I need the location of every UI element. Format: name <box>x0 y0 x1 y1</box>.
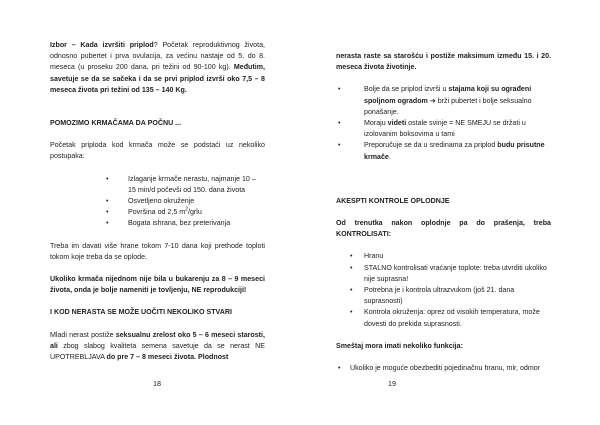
text-run: ostale svinje = NE SMEJU se držati u izolovanim boksovima u tami <box>364 119 526 139</box>
text-run: seksualnu zrelost oko 5 – 6 meseci starosti, ali <box>50 330 265 350</box>
list-item: • Kontrola okruženja: oprez od visokih temperatura, može dovesti do prekida suprasnosti. <box>336 307 551 329</box>
paragraph-hrana: Treba im davati više hrane tokom 7-10 dana koji prethode toploti tokom koje treba da se oplode. <box>50 241 265 261</box>
text-run: . <box>388 152 391 161</box>
text-run: Međutim, savetuje se da se sačeka i da se prvi priplod izvrši oko 7,5 – 8 meseca života pri težini od 135 – 140 Kg. <box>50 63 265 94</box>
list-item: • Izlaganje krmače nerastu, najmanje 10 – 15 min/d počevši od 150. dana života <box>50 174 265 196</box>
text-run: Moraju <box>364 119 388 128</box>
intro-paragraph <box>50 40 265 96</box>
paragraph-nerasta-raste: nerasta raste sa starošću i postiže maksimum između 15. i 20. meseca života životinje. <box>336 52 551 72</box>
text-run: Bolje da se priplod izvrši u <box>364 85 449 94</box>
heading-aspekti: AKESPTI KONTROLE OPLODNJE <box>336 196 450 205</box>
list-item: • Površina od 2,5 $m^2$/grlu <box>50 207 265 218</box>
text-run: ➔ brži pubertet i bolje seksualno ponašanje. <box>364 96 532 116</box>
paragraph-kontrolisati: Od trenutka nakon oplodnje pa do prašenja, treba KONTROLISATI: <box>336 219 551 239</box>
list-item <box>336 118 551 140</box>
left-page <box>50 40 265 363</box>
text-run: ? Početak reproduktivnog života, odnosno pubertet i prva ovulacija, za većinu nastaje od 5. do 8. meseca (u proseku 200 dana, pri težini od 90-100 kg). <box>50 41 265 72</box>
text-run: do pre 7 – 8 meseci života. Plodnost <box>106 353 229 362</box>
list-item: • Osvetljeno okruženje <box>50 196 265 207</box>
bullet-list-left <box>50 174 265 230</box>
text-run: budu prisutne krmače <box>364 141 545 161</box>
heading-smestaj: Smeštaj mora imati nekoliko funkcija: <box>336 341 463 350</box>
text-run: Izbor – Kada izvršiti priplod <box>50 41 154 49</box>
text-run: stajama koji su ograđeni spoljnom ogradom <box>364 85 532 105</box>
text-run: Preporučuje se da u sredinama za priplod <box>364 141 498 150</box>
text-run: zbog slabog kvaliteta semena savetuje da se nerast NE UPOTREBLJAVA <box>50 341 265 362</box>
paragraph-pocetak: Početak priploda kod krmača može se podstaći uz nekoliko postupaka: <box>50 141 265 161</box>
page-number-right: 19 <box>388 379 396 388</box>
list-item: • Hranu <box>336 251 551 262</box>
list-item: • Bogata ishrana, bez preterivanja <box>50 218 265 229</box>
list-item <box>336 140 551 162</box>
list-item: • STALNO kontrolisati vraćanje toplote: treba utvrditi ukoliko nije suprasna! <box>336 263 551 285</box>
bullet-list-mid <box>336 251 551 329</box>
bullet-list-last <box>336 363 551 374</box>
page-number-left: 18 <box>153 379 161 388</box>
text-run: Mladi nerast postiže <box>50 330 116 339</box>
heading-pomozimo: POMOZIMO KRMAČAMA DA POČNU ... <box>50 119 182 128</box>
text-run: videti <box>387 119 407 128</box>
heading-nerast: I KOD NERASTA SE MOŽE UOČITI NEKOLIKO STVARI <box>50 308 232 317</box>
paragraph-ukoliko: Ukoliko krmača nijednom nije bila u bukarenju za 8 – 9 meseci života, onda je bolje nameniti je tovljenju, NE reprodukciji! <box>50 275 265 295</box>
paragraph-mladi-nerast <box>50 330 265 364</box>
right-page <box>336 51 551 374</box>
bullet-list-top <box>336 84 551 162</box>
list-item: • Potrebna je i kontrola ultrazvukom (još 21. dana suprasnosti) <box>336 285 551 307</box>
list-item <box>336 84 551 118</box>
list-item: • Ukoliko je moguće obezbediti pojedinačnu hranu, mir, odmor <box>336 363 551 374</box>
